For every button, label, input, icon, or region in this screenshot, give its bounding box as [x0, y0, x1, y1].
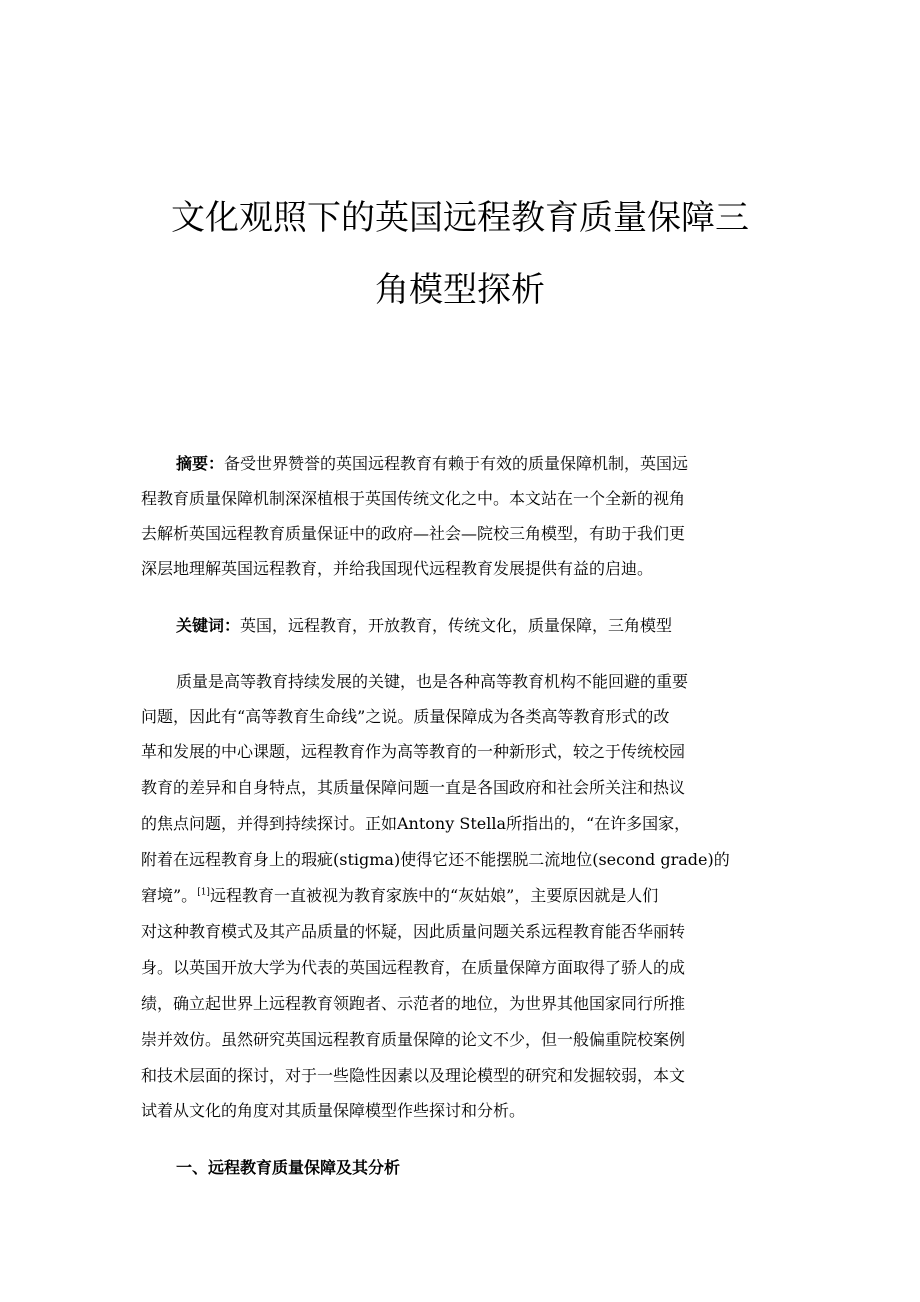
abstract-text: 备受世界赞誉的英国远程教育有赖于有效的质量保障机制，英国远 — [224, 454, 689, 473]
body-line: 对这种教育模式及其产品质量的怀疑，因此质量问题关系远程教育能否华丽转 — [141, 922, 686, 941]
body-text: 远程教育一直被视为教育家族中的“灰姑娘”，主要原因就是人们 — [209, 886, 659, 905]
body-line: 的焦点问题，并得到持续探讨。正如Antony Stella所指出的，“在许多国家， — [141, 814, 691, 833]
body-line: 附着在远程教育身上的瑕疵(stigma)使得它还不能摆脱二流地位(second grade)的 — [141, 850, 730, 869]
body-text: 窘境”。 — [141, 886, 198, 905]
keywords-line — [176, 616, 672, 636]
citation-reference[interactable]: [1] — [197, 887, 210, 898]
body-line: 质量是高等教育持续发展的关键，也是各种高等教育机构不能回避的重要 — [176, 672, 689, 691]
body-line — [141, 886, 658, 906]
document-title-line-2: 角模型探析 — [375, 270, 545, 310]
keywords-label: 关键词： — [176, 616, 241, 635]
body-line: 身。以英国开放大学为代表的英国远程教育，在质量保障方面取得了骄人的成 — [141, 958, 686, 977]
body-line: 问题，因此有“高等教育生命线”之说。质量保障成为各类高等教育形式的改 — [141, 707, 670, 726]
body-line: 革和发展的中心课题，远程教育作为高等教育的一种新形式，较之于传统校园 — [141, 742, 686, 761]
body-line: 和技术层面的探讨，对于一些隐性因素以及理论模型的研究和发掘较弱，本文 — [141, 1066, 686, 1085]
keywords-text: 英国，远程教育，开放教育，传统文化，质量保障，三角模型 — [240, 616, 673, 635]
body-line: 崇并效仿。虽然研究英国远程教育质量保障的论文不少，但一般偏重院校案例 — [141, 1030, 686, 1049]
abstract-label: 摘要： — [176, 454, 225, 473]
section-heading: 一、远程教育质量保障及其分析 — [176, 1158, 401, 1177]
body-line: 试着从文化的角度对其质量保障模型作些探讨和分析。 — [141, 1101, 526, 1120]
body-line: 绩，确立起世界上远程教育领跑者、示范者的地位，为世界其他国家同行所推 — [141, 994, 686, 1013]
abstract-line — [176, 454, 688, 474]
abstract-line: 去解析英国远程教育质量保证中的政府—社会—院校三角模型，有助于我们更 — [141, 524, 686, 543]
document-title-line-1: 文化观照下的英国远程教育质量保障三 — [171, 198, 749, 238]
abstract-line: 深层地理解英国远程教育，并给我国现代远程教育发展提供有益的启迪。 — [141, 559, 654, 578]
body-line: 教育的差异和自身特点，其质量保障问题一直是各国政府和社会所关注和热议 — [141, 778, 686, 797]
abstract-line: 程教育质量保障机制深深植根于英国传统文化之中。本文站在一个全新的视角 — [141, 489, 686, 508]
